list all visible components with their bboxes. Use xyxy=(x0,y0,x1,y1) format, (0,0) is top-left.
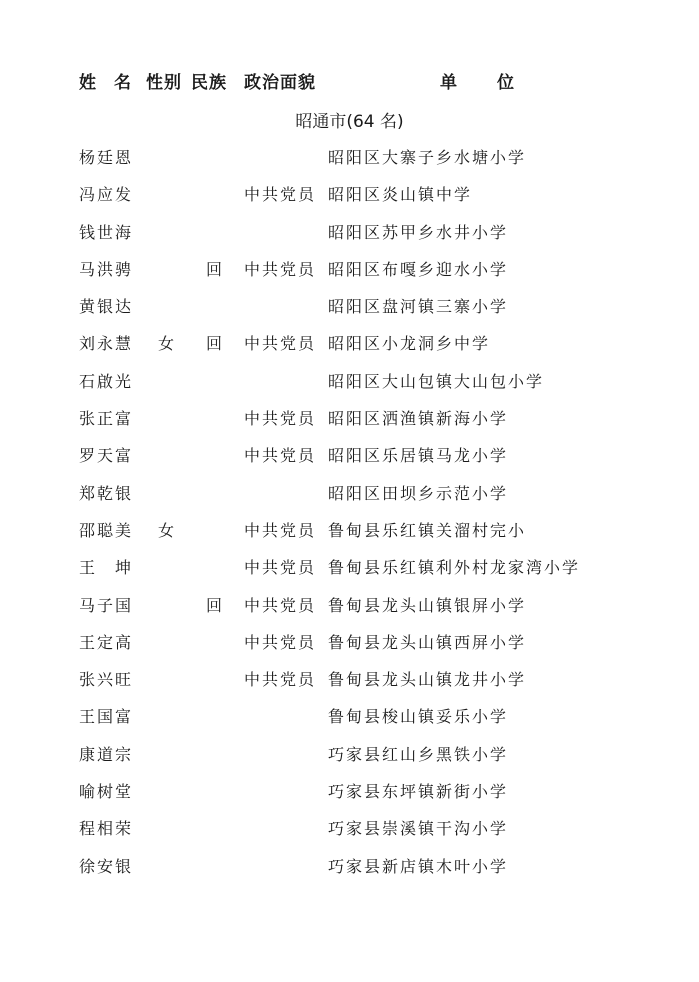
person-name: 张正富 xyxy=(79,409,134,429)
table-row xyxy=(0,364,699,401)
person-name: 刘永慧 xyxy=(79,334,134,354)
person-unit: 鲁甸县龙头山镇龙井小学 xyxy=(328,670,527,690)
table-row xyxy=(0,811,699,848)
person-name: 马洪骋 xyxy=(79,259,134,279)
person-political: 中共党员 xyxy=(244,409,317,429)
person-political: 中共党员 xyxy=(244,334,317,354)
person-unit: 巧家县红山乡黑铁小学 xyxy=(328,744,509,764)
person-unit: 巧家县崇溪镇干沟小学 xyxy=(328,819,509,839)
person-unit: 昭阳区苏甲乡水井小学 xyxy=(328,222,509,242)
table-row xyxy=(0,550,699,587)
person-unit: 巧家县东坪镇新街小学 xyxy=(328,782,509,802)
person-political: 中共党员 xyxy=(244,558,317,578)
person-name: 邵聪美 xyxy=(79,520,134,540)
table-row xyxy=(0,588,699,625)
person-name: 程相荣 xyxy=(79,819,134,839)
section-title xyxy=(0,107,699,132)
person-name: 郑乾银 xyxy=(79,483,134,503)
header-sex: 性别 xyxy=(146,73,182,93)
person-unit: 鲁甸县龙头山镇西屏小学 xyxy=(328,632,527,652)
person-unit: 昭阳区盘河镇三寨小学 xyxy=(328,297,509,317)
person-name: 喻树堂 xyxy=(79,782,134,802)
person-sex: 女 xyxy=(158,520,177,540)
person-ethnicity: 回 xyxy=(206,595,225,615)
person-unit: 昭阳区田坝乡示范小学 xyxy=(328,483,509,503)
table-row xyxy=(0,326,699,363)
person-unit: 鲁甸县乐红镇利外村龙家湾小学 xyxy=(328,558,581,578)
person-political: 中共党员 xyxy=(244,520,317,540)
person-name: 黄银达 xyxy=(79,297,134,317)
roster-list xyxy=(0,140,699,886)
table-row xyxy=(0,438,699,475)
header-ethnicity: 民族 xyxy=(191,73,227,93)
person-name: 张兴旺 xyxy=(79,670,134,690)
person-name: 王 坤 xyxy=(79,558,134,578)
person-name: 罗天富 xyxy=(79,446,134,466)
person-unit: 昭阳区大寨子乡水塘小学 xyxy=(328,148,527,167)
person-name: 钱世海 xyxy=(79,222,134,242)
table-row xyxy=(0,140,699,177)
person-sex: 女 xyxy=(158,334,177,354)
person-name: 杨廷恩 xyxy=(79,148,134,167)
person-name: 马子国 xyxy=(79,595,134,615)
person-ethnicity: 回 xyxy=(206,334,225,354)
person-political: 中共党员 xyxy=(244,632,317,652)
person-name: 徐安银 xyxy=(79,856,134,876)
header-name: 姓名 xyxy=(79,73,149,93)
table-row xyxy=(0,401,699,438)
person-unit: 昭阳区小龙洞乡中学 xyxy=(328,334,491,354)
table-row xyxy=(0,289,699,326)
person-unit: 巧家县新店镇木叶小学 xyxy=(328,856,509,876)
header-political: 政治面貌 xyxy=(244,73,316,93)
person-political: 中共党员 xyxy=(244,670,317,690)
person-political: 中共党员 xyxy=(244,446,317,466)
person-unit: 鲁甸县梭山镇妥乐小学 xyxy=(328,707,509,727)
person-ethnicity: 回 xyxy=(206,259,225,279)
table-row xyxy=(0,662,699,699)
person-name: 石啟光 xyxy=(79,371,134,391)
section-title-text: 昭通市(64 名) xyxy=(295,112,404,132)
table-row xyxy=(0,625,699,662)
person-political: 中共党员 xyxy=(244,259,317,279)
person-name: 康道宗 xyxy=(79,744,134,764)
person-name: 王定高 xyxy=(79,632,134,652)
table-row xyxy=(0,849,699,886)
person-unit: 鲁甸县龙头山镇银屏小学 xyxy=(328,595,527,615)
person-unit: 昭阳区布嘎乡迎水小学 xyxy=(328,259,509,279)
header-unit: 单位 xyxy=(440,73,554,93)
person-unit: 昭阳区大山包镇大山包小学 xyxy=(328,371,545,391)
person-unit: 昭阳区洒渔镇新海小学 xyxy=(328,409,509,429)
table-row xyxy=(0,737,699,774)
person-name: 王国富 xyxy=(79,707,134,727)
person-unit: 昭阳区乐居镇马龙小学 xyxy=(328,446,509,466)
person-political: 中共党员 xyxy=(244,185,317,205)
table-row xyxy=(0,513,699,550)
person-unit: 昭阳区炎山镇中学 xyxy=(328,185,473,205)
person-name: 冯应发 xyxy=(79,185,134,205)
person-political: 中共党员 xyxy=(244,595,317,615)
table-row xyxy=(0,252,699,289)
table-row xyxy=(0,699,699,736)
person-unit: 鲁甸县乐红镇关溜村完小 xyxy=(328,520,527,540)
table-row xyxy=(0,774,699,811)
table-row xyxy=(0,215,699,252)
table-row xyxy=(0,177,699,214)
table-row xyxy=(0,476,699,513)
